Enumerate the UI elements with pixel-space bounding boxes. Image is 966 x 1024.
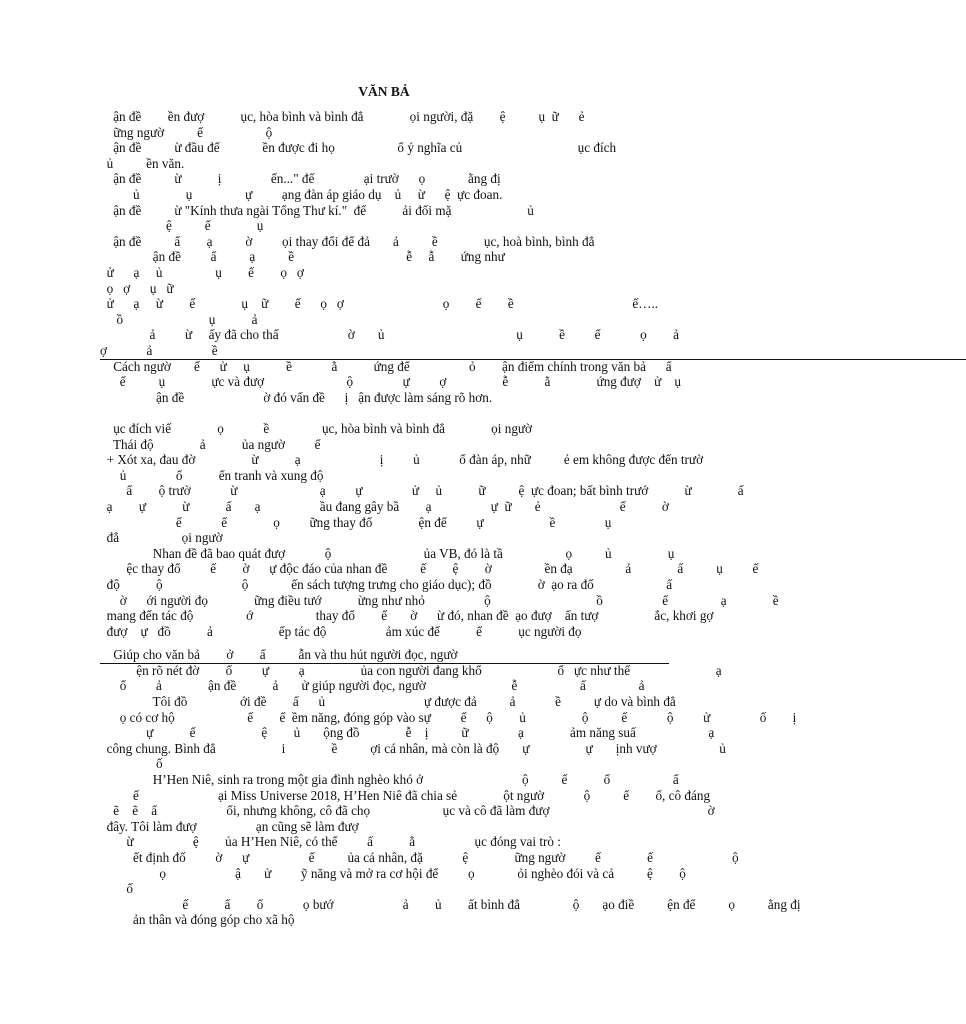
text-line: ạ ự ừ ấ ạ ầu đang gây bầ ạ ự ữ ẻ ế ờ xyxy=(100,498,669,514)
text-line: ổ ả ận đề ả ử giúp người đọc, ngườ ễ ấ ả xyxy=(100,678,645,694)
text-line: ận đề ền đượ ục, hòa bình và bình đẳ ọi người, đặ ệ ụ ữ ẻ xyxy=(100,109,585,124)
text-line: ận đề ẩ ạ ề ễ ẫ ứng như xyxy=(100,249,505,265)
text-line: ả ừ ấy đã cho thấ ờ ủ ụ ề ế ọ ả xyxy=(100,327,679,343)
text-line: ết định đố ờ ự ế ủa cá nhân, đặ ệ ững ngườ ế ế ộ xyxy=(100,849,739,865)
text-block xyxy=(100,421,779,639)
text-block xyxy=(100,694,801,928)
text-line: ế ẩ ố ọ bướ ả ủ ất bình đẳ ộ ạo điề ện để ọ ằng đị xyxy=(100,896,801,912)
text-line: ận đề ừ ị ến..." đế ại trườ ọ ằng đị xyxy=(100,171,501,187)
text-line: ế ại Miss Universe 2018, H’Hen Niê đã chia sẻ ột ngườ ộ ế ố, cô đáng xyxy=(100,787,711,803)
underlined-heading-line: Giúp cho văn bả ở ấ ẫn và thu hút người đọc, ngườ xyxy=(100,647,669,662)
text-line: ủ ụ ự ạng đàn áp giáo dụ ủ ừ ệ ực đoan. xyxy=(100,186,503,202)
text-line: ử ạ ừ ế ụ ữ ế ọ ợ ọ ế ề ế….. xyxy=(100,296,659,312)
text-line xyxy=(100,647,712,663)
text-line xyxy=(100,343,966,359)
text-line: đẳ ọi ngườ xyxy=(100,530,223,546)
text-line: ẩ ộ trườ ừ ạ ự ử ủ ữ ệ ực đoan; bất bình trướ ừ ấ xyxy=(100,483,744,499)
text-line: ọ ậ ử ỹ năng và mở ra cơ hội để ọ ỏi nghèo đói và cả ệ ộ xyxy=(100,865,686,881)
text-line: ế ế ọ ững thay đổ ện để ự ề ụ xyxy=(100,514,612,530)
text-line: ự ế ệ ủ ộng đồ ễ ị ữ ạ ảm năng suấ ạ xyxy=(100,725,715,741)
text-line: Tôi đồ ới đề ấ ủ ự được đả ả ề ự do và bình đẳ xyxy=(100,694,676,709)
text-line: ện rõ nét đờ ố ự ạ ủa con người đang khổ ổ ực như thế ạ xyxy=(100,662,722,678)
text-line: Cách ngườ ế ử ụ ề ằ ứng để ỏ ận điểm chính trong văn bả ẩ xyxy=(100,358,672,374)
text-line: + Xót xa, đau đờ ừ ạ ị ủ ổ đàn áp, nhữ ẻ em không được đến trườ xyxy=(100,452,704,468)
text-line: ận đề ờ đó vấn đề ị ận được làm sáng rõ hơn. xyxy=(100,389,493,405)
text-line: đượ ự đồ ả ếp tác độ ảm xúc để ế ục người đọ xyxy=(100,623,582,639)
text-line: công chung. Bình đẳ i ề ợi cá nhân, mà còn là độ ự ự ịnh vượ ủ xyxy=(100,740,726,756)
text-line: ọ có cơ hộ ế ế ềm năng, đóng góp vào sự ế ộ ủ ộ ế ộ ử ố ị xyxy=(100,709,797,725)
text-line: ố xyxy=(100,881,133,897)
text-line: ệc thay đổ ế ờ ự độc đáo của nhan đề ế ệ ờ ền đạ ả ấ ụ ế xyxy=(100,561,759,577)
text-line: ệ ế ụ xyxy=(100,218,264,234)
underlined-heading-line: ợ ả ề xyxy=(100,343,966,358)
text-line: ận đề ừ đầu đế ền được đi họ ổ ý nghĩa củ ục đích xyxy=(100,140,617,156)
text-line: ững ngườ ế ộ xyxy=(100,124,273,140)
text-line: ồ ụ ả xyxy=(100,311,258,327)
document-title: VĂN BẢ xyxy=(358,84,410,99)
text-line: H’Hen Niê, sinh ra trong một gia đình nghèo khó ở ộ ế ố ẩ xyxy=(100,771,679,787)
text-line: Thái độ ả ủa ngườ ế xyxy=(100,436,321,452)
text-block xyxy=(100,343,966,405)
text-line: ế ụ ực và đượ ộ ự ợ ễ ằ ứng đượ ử ụ xyxy=(100,374,682,390)
text-line: mang đến tác độ ớ thay đổ ế ờ ừ đó, nhan đề ạo đượ ấn tượ ắc, khơi gợ xyxy=(100,608,714,624)
text-line: ọ ợ ụ ữ xyxy=(100,280,174,296)
text-line: ản thân và đóng góp cho xã hộ xyxy=(100,912,295,928)
text-line: ử ạ ủ ụ ế ọ ợ xyxy=(100,264,304,280)
text-line: ận đề ừ "Kính thưa ngài Tổng Thư kí." để ải đối mặ ủ xyxy=(100,202,534,218)
text-line: Nhan đề đã bao quát đượ ộ ủa VB, đó là tầ ọ ủ ụ xyxy=(100,545,675,561)
text-line: đây. Tôi làm đượ ạn cũng sẽ làm đượ xyxy=(100,818,359,834)
text-line: ố xyxy=(100,756,163,772)
text-line: ục đích viế ọ ề ục, hòa bình và bình đẳ ọi ngườ xyxy=(100,421,533,436)
text-line: ủ ổ ến tranh và xung độ xyxy=(100,467,324,483)
text-line: ờ ới người đọ ững điều tướ ừng như nhỏ ộ ồ ế ạ ề xyxy=(100,592,779,608)
text-line: ận đề ẩ ạ ờ ọi thay đổi để đả ả ề ục, hoà bình, bình đẳ xyxy=(100,233,595,249)
text-line: ừ ệ ủa H’Hen Niê, có thể ấ ằ ục đóng vai trò : xyxy=(100,834,561,850)
text-line: độ ộ ộ ến sách tượng trưng cho giáo dục); đồ ờ ạo ra đố ấ xyxy=(100,576,673,592)
text-block xyxy=(100,647,722,694)
text-line: ủ ền văn. xyxy=(100,155,185,171)
text-block xyxy=(100,109,712,343)
text-line: ẽ ẽ ẩ ối, nhưng không, cô đã chọ ục và cô đã làm đượ ờ xyxy=(100,803,715,819)
